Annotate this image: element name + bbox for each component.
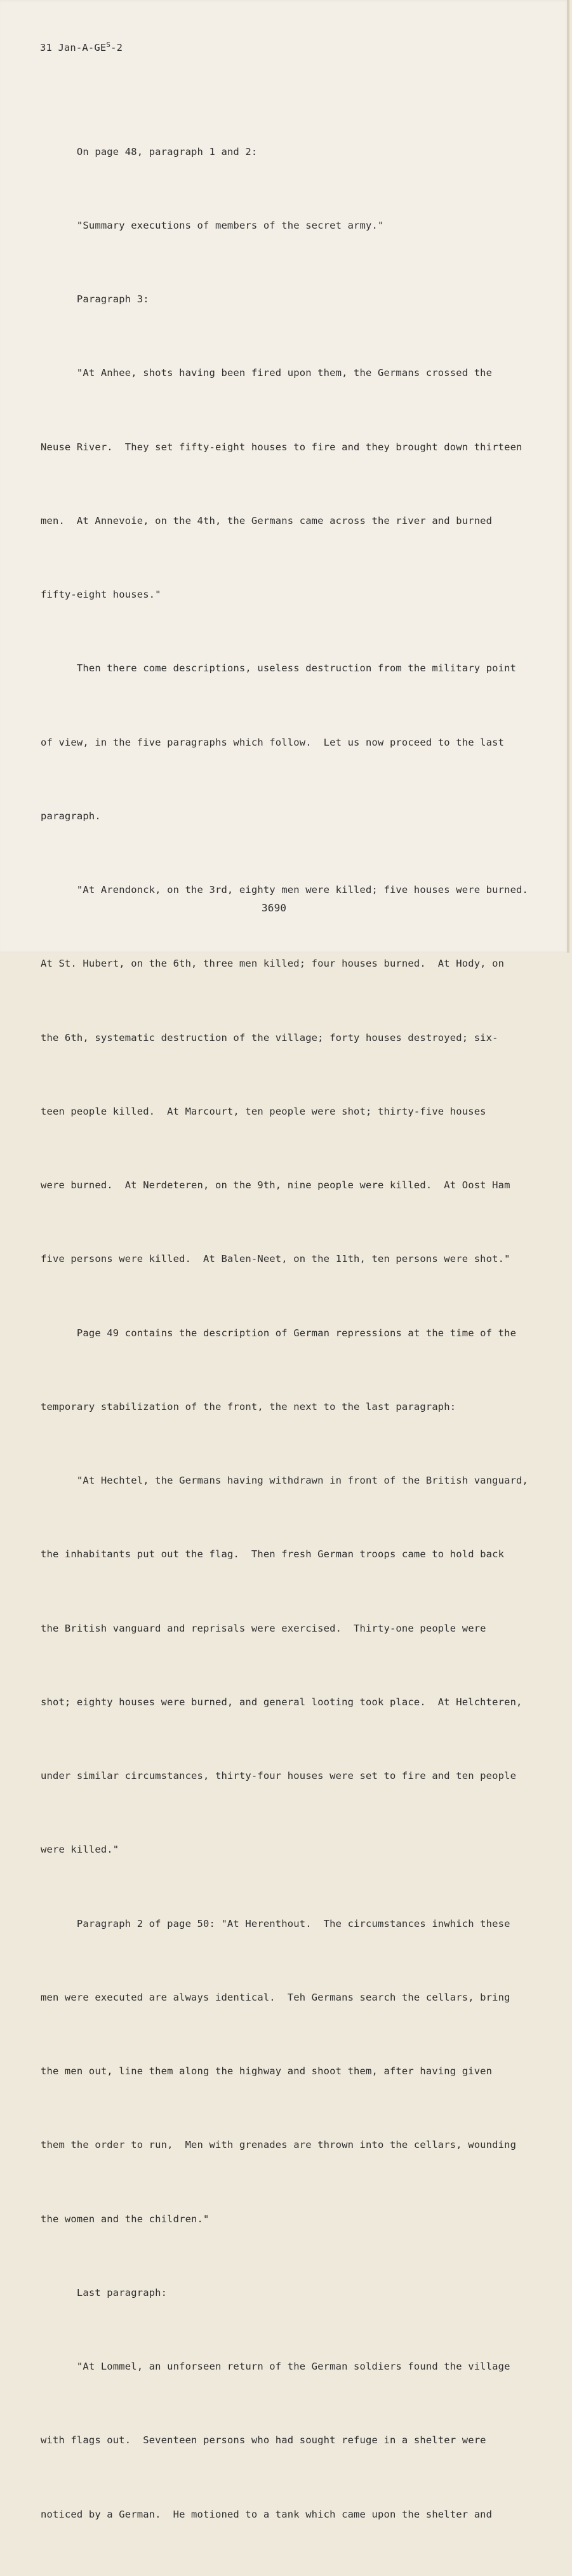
text-line: men. At Annevoie, on the 4th, the Germans came across the river and burned [41,514,493,527]
text-line: the British vanguard and reprisals were exercised. Thirty-one people were [41,1622,486,1634]
document-header [40,41,123,53]
header-suffix: -2 [110,42,123,53]
text-line: Then there come descriptions, useless destruction from the military point [41,662,517,674]
text-line: were killed." [41,1844,119,1856]
text-line: the men out, line them along the highway and shoot them, after having given [41,2065,493,2077]
header-superscript: S [106,41,111,49]
text-line: "Summary executions of members of the secret army." [41,219,384,231]
text-line: shot; eighty houses were burned, and general looting took place. At Helchteren, [41,1696,522,1708]
text-line: "At Anhee, shots having been fired upon them, the Germans crossed the [41,367,493,379]
text-line: Paragraph 3: [41,293,149,305]
text-line: five persons were killed. At Balen-Neet, on the 11th, ten persons were shot." [41,1253,510,1265]
text-line: On page 48, paragraph 1 and 2: [41,145,258,158]
text-line: "At Lommel, an unforseen return of the German soldiers found the village [41,2361,510,2372]
text-line: men were executed are always identical. Teh Germans search the cellars, bring [41,1991,510,2003]
text-line: the women and the children." [41,2213,210,2225]
text-line: with flags out. Seventeen persons who had sought refuge in a shelter were [41,2434,486,2446]
text-line: of view, in the five paragraphs which follow. Let us now proceed to the last [41,736,505,748]
text-line: Neuse River. They set fifty-eight houses to fire and they brought down thirteen [41,441,522,453]
text-line: paragraph. [41,810,101,822]
text-line: "At Hechtel, the Germans having withdrawn in front of the British vanguard, [41,1475,529,1486]
text-line: Last paragraph: [41,2286,168,2298]
document-body [41,90,528,2576]
text-line: under similar circumstances, thirty-four houses were set to fire and ten people [41,1770,517,1781]
text-line: At St. Hubert, on the 6th, three men killed; four houses burned. At Hody, on [41,958,505,970]
text-line: the inhabitants put out the flag. Then fresh German troops came to hold back [41,1548,505,1560]
page-edge [567,0,569,953]
text-line: "At Arendonck, on the 3rd, eighty men were killed; five houses were burned. [41,884,529,896]
text-line: noticed by a German. He motioned to a tank which came upon the shelter and [41,2508,493,2520]
text-line: them the order to run, Men with grenades are thrown into the cellars, wounding [41,2139,517,2151]
header-prefix: 31 Jan-A-GE [40,42,107,53]
text-line: temporary stabilization of the front, the next to the last paragraph: [41,1400,456,1412]
page-number: 3690 [262,902,287,914]
text-line: Page 49 contains the description of German repressions at the time of the [41,1327,517,1339]
text-line: Paragraph 2 of page 50: "At Herenthout. The circumstances inwhich these [41,1917,510,1929]
text-line: fifty-eight houses." [41,589,161,600]
text-line: teen people killed. At Marcourt, ten people were shot; thirty-five houses [41,1105,486,1117]
text-line: the 6th, systematic destruction of the village; forty houses destroyed; six- [41,1031,498,1043]
text-line: were burned. At Nerdeteren, on the 9th, nine people were killed. At Oost Ham [41,1179,510,1191]
